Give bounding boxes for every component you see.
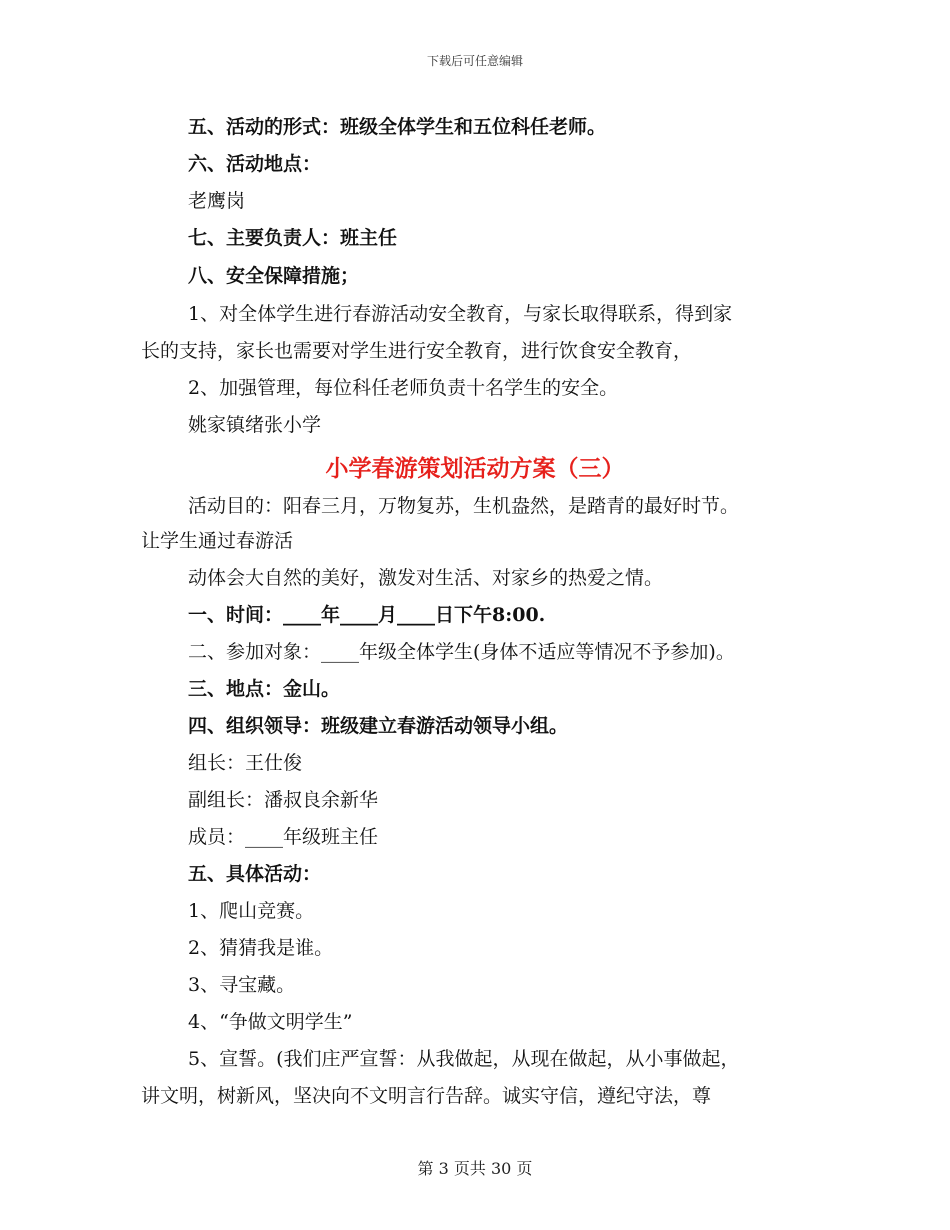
activity-item-2: 2、猜猜我是谁。 [188,937,334,959]
section-activity-location: 六、活动地点： [188,153,322,175]
section-safety-measures: 八、安全保障措施； [188,265,360,287]
safety-item-1-line-1: 1、对全体学生进行春游活动安全教育，与家长取得联系，得到家 [188,303,733,325]
safety-item-1-line-2: 长的支持，家长也需要对学生进行安全教育，进行饮食安全教育， [141,340,693,362]
section-person-in-charge: 七、主要负责人：班主任 [188,227,398,249]
activity-item-3: 3、寻宝藏。 [188,974,296,996]
activity-item-4: 4、“争做文明学生” [188,1011,353,1033]
page-footer: 第 3 页共 30 页 [417,1159,533,1178]
location-text: 老鹰岗 [188,190,246,212]
section-time: 一、时间：____年____月____日下午8:00. [188,604,546,626]
section-activity-form: 五、活动的形式：班级全体学生和五位科任老师。 [188,116,607,138]
section-leadership: 四、组织领导：班级建立春游活动领导小组。 [188,715,569,737]
purpose-line-3: 动体会大自然的美好，激发对生活、对家乡的热爱之情。 [188,567,664,589]
safety-item-2: 2、加强管理，每位科任老师负责十名学生的安全。 [188,377,619,399]
activity-item-5-line-1: 5、宣誓。(我们庄严宣誓：从我做起，从现在做起，从小事做起， [188,1048,740,1070]
section-title: 小学春游策划活动方案（三） [325,455,625,482]
page-header: 下载后可任意编辑 [426,54,523,68]
activity-item-5-line-2: 讲文明，树新风，坚决向不文明言行告辞。诚实守信，遵纪守法，尊 [141,1085,712,1107]
school-name: 姚家镇绪张小学 [188,414,322,436]
deputy-leader: 副组长：潘叔良余新华 [188,789,379,811]
section-activities: 五、具体活动： [188,863,322,885]
group-leader: 组长：王仕俊 [188,752,303,774]
activity-item-1: 1、爬山竞赛。 [188,900,315,922]
purpose-line-2: 让学生通过春游活 [141,530,294,552]
section-participants: 二、参加对象：____年级全体学生(身体不适应等情况不予参加)。 [188,641,735,663]
section-place: 三、地点：金山。 [188,678,341,700]
group-members: 成员：____年级班主任 [188,826,379,848]
purpose-line-1: 活动目的：阳春三月，万物复苏，生机盎然，是踏青的最好时节。 [188,495,740,517]
